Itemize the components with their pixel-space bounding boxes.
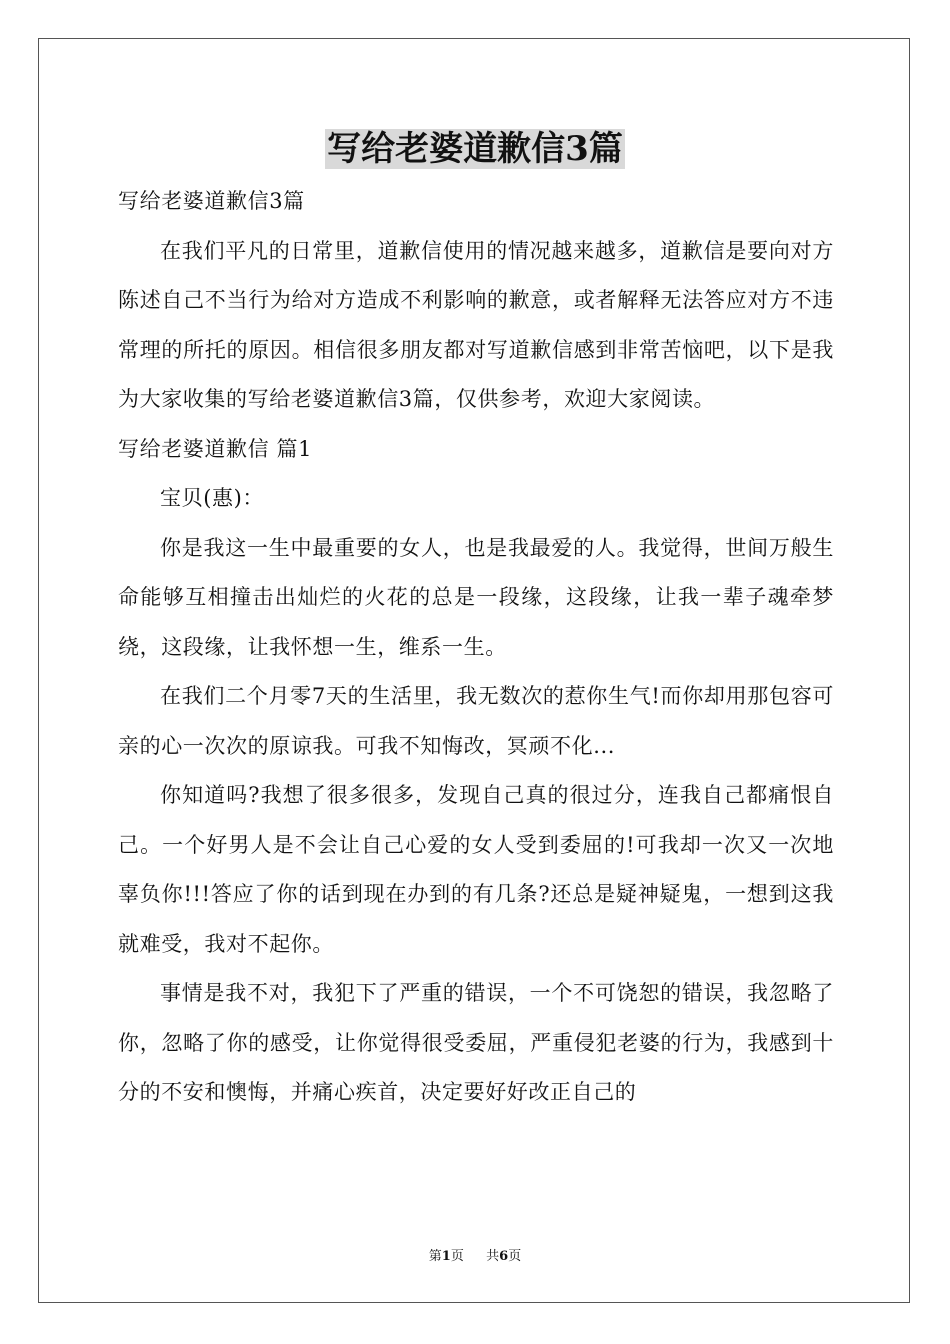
paragraph-salutation: 宝贝(惠)：	[160, 486, 264, 510]
paragraph-intro: 在我们平凡的日常里，道歉信使用的情况越来越多，道歉信是要向对方陈述自己不当行为给对方造成不利影响的歉意，或者解释无法答应对方不违常理的所托的原因。相信很多朋友都对写道歉信感到非常苦恼吧，以下是我为大家收集的写给老婆道歉信3篇，仅供参考，欢迎大家阅读。	[118, 238, 834, 411]
paragraph-body: 事情是我不对，我犯下了严重的错误，一个不可饶恕的错误，我忽略了你，忽略了你的感受，让你觉得很受委屈，严重侵犯老婆的行为，我感到十分的不安和懊悔，并痛心疾首，决定要好好改正自己的	[118, 981, 834, 1104]
document-title-text: 写给老婆道歉信3篇	[327, 129, 623, 169]
document-body	[118, 177, 834, 1118]
paragraph-body: 在我们二个月零7天的生活里，我无数次的惹你生气!而你却用那包容可亲的心一次次的原谅我。可我不知悔改，冥顽不化...	[118, 684, 834, 758]
total-pages-indicator	[486, 1249, 521, 1264]
document-title	[0, 124, 950, 174]
page-indicator	[429, 1249, 468, 1264]
page-prefix: 第	[428, 1249, 442, 1264]
paragraph-body: 你是我这一生中最重要的女人，也是我最爱的人。我觉得，世间万般生命能够互相撞击出灿烂的火花的总是一段缘，这段缘，让我一辈子魂牵梦绕，这段缘，让我怀想一生，维系一生。	[118, 535, 834, 659]
paragraph-body: 你知道吗?我想了很多很多，发现自己真的很过分，连我自己都痛恨自己。一个好男人是不会让自己心爱的女人受到委屈的!可我却一次又一次地辜负你!!!答应了你的话到现在办到的有几条?还总是疑神疑鬼，一想到这我就难受，我对不起你。	[118, 783, 834, 956]
section-heading: 写给老婆道歉信 篇1	[118, 436, 313, 461]
total-prefix: 共	[486, 1249, 500, 1264]
page-footer	[0, 1247, 950, 1267]
page-suffix: 页	[450, 1249, 464, 1264]
page-number: 1	[441, 1249, 451, 1264]
paragraph-subtitle: 写给老婆道歉信3篇	[118, 189, 305, 213]
total-suffix: 页	[508, 1249, 522, 1264]
total-pages: 6	[499, 1249, 509, 1264]
